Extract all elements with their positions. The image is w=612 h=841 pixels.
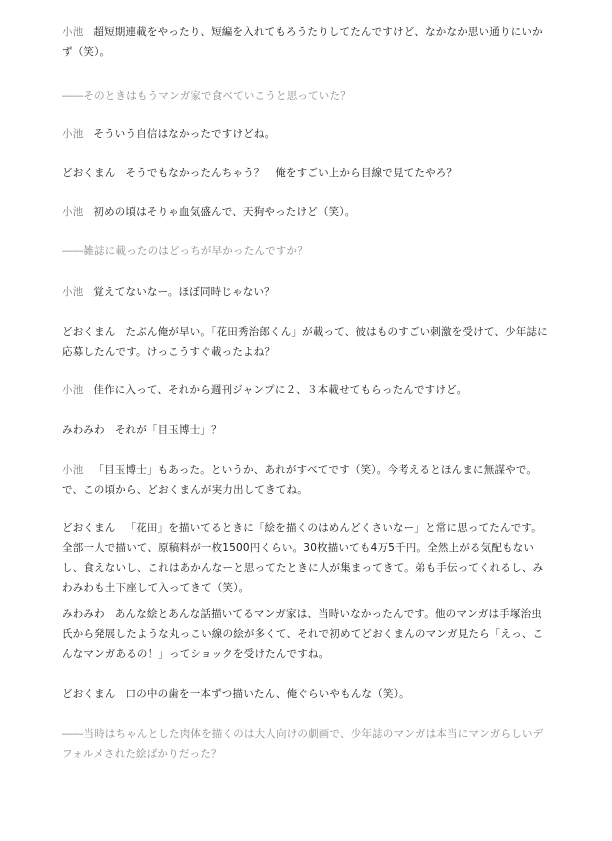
- speaker-label: どおくまん: [62, 688, 116, 700]
- dialogue-entry: [62, 322, 552, 362]
- speaker-label: 小池: [62, 206, 84, 218]
- dialogue-entry: [62, 22, 552, 62]
- speaker-label: 小池: [62, 384, 84, 396]
- dialogue-text: そういう自信はなかったですけどね。: [93, 128, 276, 140]
- dialogue-text: 「目玉博士」もあった。というか、あれがすべてです（笑）。今考えるとほんまに無謀やで。で、この頃から、どおくまんが実力出してきてね。: [62, 464, 538, 496]
- dialogue-text: 「花田」を描いてるときに「絵を描くのはめんどくさいなー」と常に思ってたんです。全部一人で描いて、原稿料が一枚1500円くらい。30枚描いても4万5千円。全然上がる気配もないし、食えないし、これはあかんなーと思ってたときに人が集まってきて。弟も手伝ってくれるし、みわみわも土下座して入ってきて（笑）。: [62, 522, 544, 594]
- speaker-label: 小池: [62, 286, 84, 298]
- dialogue-entry: [62, 380, 552, 400]
- dialogue-text: あんな絵とあんな話描いてるマンガ家は、当時いなかったんです。他のマンガは手塚治虫氏から発展したような丸っこい線の絵が多くて、それで初めてどおくまんのマンガ見たら「えっ、こんなマンガあるの！」ってショックを受けたんですね。: [62, 608, 544, 660]
- question-text: ――雑誌に載ったのはどっちが早かったんですか？: [62, 245, 308, 257]
- interviewer-question: [62, 724, 552, 764]
- dialogue-text: 佳作に入って、それから週刊ジャンプに２、３本載せてもらったんですけど。: [93, 384, 468, 396]
- dialogue-entry: [62, 518, 552, 598]
- question-text: ――当時はちゃんとした肉体を描くのは大人向けの劇画で、少年誌のマンガは本当にマンガらしいデフォルメされた絵ばかりだった？: [62, 728, 544, 760]
- dialogue-entry: [62, 604, 552, 664]
- dialogue-text: そうでもなかったんちゃう？ 俺をすごい上から目線で見てたやろ？: [125, 167, 458, 179]
- speaker-label: みわみわ: [62, 608, 105, 620]
- dialogue-text: 初めの頃はそりゃ血気盛んで、天狗やったけど（笑）。: [93, 206, 356, 218]
- dialogue-entry: [62, 282, 552, 302]
- speaker-label: どおくまん: [62, 522, 116, 534]
- dialogue-text: たぶん俺が早い。「花田秀治郎くん」が載って、彼はものすごい刺激を受けて、少年誌に応募したんです。けっこうすぐ載ったよね？: [62, 326, 548, 358]
- dialogue-text: 覚えてないなー。ほぼ同時じゃない？: [93, 286, 275, 298]
- dialogue-text: 口の中の歯を一本ずつ描いたん、俺ぐらいやもんな（笑）。: [125, 688, 410, 700]
- interviewer-question: [62, 86, 552, 106]
- speaker-label: 小池: [62, 128, 84, 140]
- speaker-label: 小池: [62, 26, 84, 38]
- dialogue-text: 超短期連載をやったり、短編を入れてもろうたりしてたんですけど、なかなか思い通りにいかず（笑）。: [62, 26, 543, 58]
- dialogue-entry: [62, 420, 552, 440]
- dialogue-entry: [62, 202, 552, 222]
- dialogue-entry: [62, 163, 552, 183]
- speaker-label: どおくまん: [62, 167, 116, 179]
- speaker-label: みわみわ: [62, 424, 105, 436]
- dialogue-entry: [62, 684, 552, 704]
- dialogue-text: それが「目玉博士」？: [114, 424, 222, 436]
- speaker-label: どおくまん: [62, 326, 116, 338]
- speaker-label: 小池: [62, 464, 84, 476]
- dialogue-entry: [62, 124, 552, 144]
- dialogue-entry: [62, 460, 552, 500]
- question-text: ――そのときはもうマンガ家で食べていこうと思っていた？: [62, 90, 351, 102]
- interviewer-question: [62, 241, 552, 261]
